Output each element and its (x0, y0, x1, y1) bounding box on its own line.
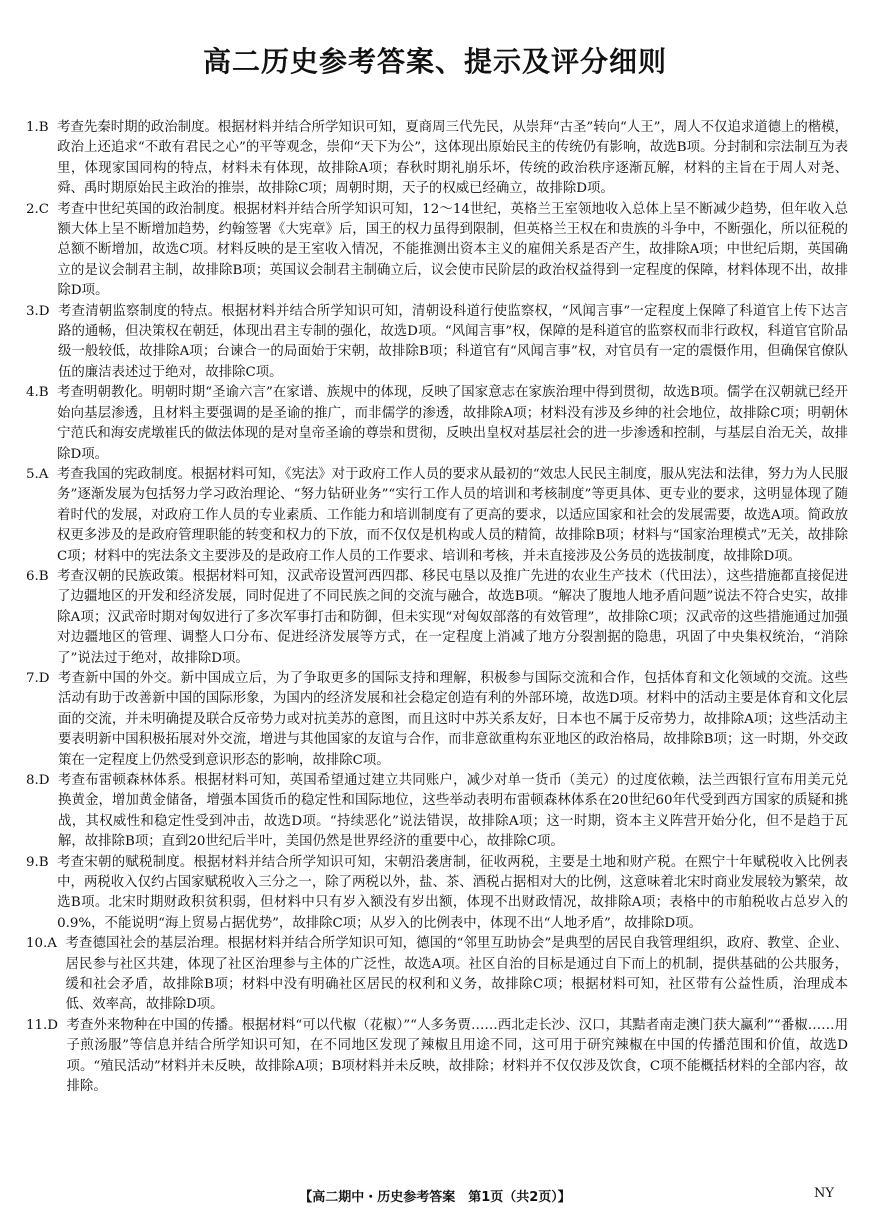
answer-explanation: 考查新中国的外交。新中国成立后，为了争取更多的国际支持和理解，积极参与国际交流和合作，包括体育和文化领域的交流。这些活动有助于改善新中国的国际形象，为国内的经济发展和社会稳定创造有利的外部环境，故选D项。材料中的活动主要是体育和文化层面的交流，并未明确提及联合反帝势力或对抗美苏的意图，而且这时中苏关系友好，日本也不属于反帝势力，故排除A项；这些活动主要表明新中国积极拓展对外交流，增进与其他国家的友谊与合作，而非意欲重构东亚地区的政治格局，故排除B项；这一时期，外交政策在一定程度上仍然受到意识形态的影响，故排除C项。 (58, 670, 848, 768)
answer-number: 1.B (26, 120, 58, 135)
answer-number: 2.C (26, 201, 58, 217)
answer-item-5 (26, 465, 848, 567)
answer-item-4 (26, 383, 848, 465)
answer-item-10 (26, 934, 848, 1016)
answer-number: 8.D (26, 773, 59, 788)
answer-number: 6.B (26, 568, 58, 584)
answer-item-11 (26, 1016, 848, 1098)
answer-explanation: 考查先秦时期的政治制度。根据材料并结合所学知识可知，夏商周三代先民，从崇拜“古圣”转向“人王”，周人不仅追求道德上的楷模，政治上还追求“不敢有君民之心”的平等观念，崇仰“天下为公”，这体现出原始民主的传统仍有影响，故选B项。分封制和宗法制互为表里，体现家国同构的特点，材料未有体现，故排除A项；春秋时期礼崩乐坏，传统的政治秩序逐渐瓦解，材料的主旨在于周人对尧、舜、禹时期原始民主政治的推崇，故排除C项；周朝时期，天子的权威已经确立，故排除D项。 (57, 120, 848, 197)
answer-explanation: 考查宋朝的赋税制度。根据材料并结合所学知识可知，宋朝沿袭唐制，征收两税，主要是土地和财产税。在熙宁十年赋税收入比例表中，两税收入仅约占国家赋税收入三分之一，除了两税以外，盐、茶、酒税占据相对大的比例，这意味着北宋时商业发展较为繁荣，故选B项。北宋时期财政积贫积弱，但材料中只有岁入额没有岁出额，体现不出财政情况，故排除A项；表格中的市舶税收占总岁入的0.9%，不能说明“海上贸易占据优势”，故排除C项；从岁入的比例表中，体现不出“人地矛盾”，故排除D项。 (57, 854, 848, 931)
answer-number: 5.A (26, 466, 57, 482)
answer-explanation: 考查汉朝的民族政策。根据材料可知，汉武帝设置河西四郡、移民屯垦以及推广先进的农业生产技术（代田法），这些措施都直接促进了边疆地区的开发和经济发展，同时促进了不同民族之间的交流与融合，故选B项。“解决了腹地人地矛盾问题”说法不符合史实，故排除A项；汉武帝时期对匈奴进行了多次军事打击和防御，但未实现“对匈奴部落的有效管理”，故排除C项；汉武帝的这些措施通过加强对边疆地区的管理、调整人口分布、促进经济发展等方式，在一定程度上消减了地方分裂割据的隐患，巩固了中央集权统治，“消除了”说法过于绝对，故排除D项。 (57, 568, 848, 666)
answer-item-7 (26, 669, 848, 771)
answer-explanation: 考查清朝监察制度的特点。根据材料并结合所学知识可知，清朝设科道行使监察权，“风闻言事”一定程度上保障了科道官上传下达言路的通畅，但决策权在朝廷，体现出君主专制的强化，故选D项。“风闻言事”权，保障的是科道官的监察权而非行政权，科道官官阶品级一般较低，故排除A项；台谏合一的局面始于宋朝，故排除B项；科道官有“风闻言事”权，对官员有一定的震慑作用，但确保官僚队伍的廉洁表述过于绝对，故排除C项。 (58, 303, 848, 380)
answer-explanation: 考查德国社会的基层治理。根据材料并结合所学知识可知，德国的“邻里互助协会”是典型的居民自我管理组织，政府、教堂、企业、居民参与社区共建，体现了社区治理参与主体的广泛性，故选A项。社区自治的目标是通过自下而上的机制，提供基础的公共服务，缓和社会矛盾，故排除B项；材料中没有明确社区居民的权利和义务，故排除C项；根据材料可知，社区带有公益性质，治理成本低、效率高，故排除D项。 (65, 936, 848, 1013)
answer-item-3 (26, 302, 848, 384)
page-footer (0, 1186, 870, 1208)
answer-item-2 (26, 200, 848, 302)
answer-item-9 (26, 853, 848, 935)
answer-number: 9.B (26, 854, 58, 870)
footer-code: NY (814, 1186, 834, 1201)
answer-explanation: 考查我国的宪政制度。根据材料可知，《宪法》对于政府工作人员的要求从最初的“效忠人民民主制度，服从宪法和法律，努力为人民服务”逐渐发展为包括努力学习政治理论、“努力钻研业务”“实行工作人员的培训和考核制度”等更具体、更专业的要求，这明显体现了随着时代的发展，对政府工作人员的专业素质、工作能力和培训制度有了更高的要求，以适应国家和社会的发展需要，故选A项。简政放权更多涉及的是政府管理职能的转变和权力的下放，而不仅仅是机构或人员的精简，故排除B项；材料与“国家治理模式”无关，故排除C项；材料中的宪法条文主要涉及的是政府工作人员的工作要求、培训和考核，并未直接涉及公务员的选拔制度，故排除D项。 (56, 466, 848, 564)
answer-explanation: 考查布雷顿森林体系。根据材料可知，英国希望通过建立共同账户，减少对单一货币（美元）的过度依赖，法兰西银行宣布用美元兑换黄金，增加黄金储备，增强本国货币的稳定性和国际地位，这些举动表明布雷顿森林体系在20世纪60年代受到西方国家的质疑和挑战，其权威性和稳定性受到冲击，故选D项。“持续恶化”说法错误，故排除A项；这一时期，资本主义阵营开始分化，但不是趋于瓦解，故排除B项；直到20世纪后半叶，美国仍然是世界经济的重要中心，故排除C项。 (58, 773, 848, 850)
answer-item-1 (26, 118, 848, 200)
answer-number: 4.B (26, 385, 58, 401)
answer-item-8 (26, 771, 848, 853)
answer-number: 10.A (26, 936, 66, 952)
answer-number: 3.D (26, 303, 59, 319)
answer-number: 7.D (26, 670, 59, 686)
answer-explanation: 考查中世纪英国的政治制度。根据材料并结合所学知识可知，12～14世纪，英格兰王室领地收入总体上呈不断减少趋势，但年收入总额大体上呈不断增加趋势，约翰签署《大宪章》后，国王的权力虽得到限制，但英格兰王权在和贵族的斗争中，不断强化，所以征税的总额不断增加，故选C项。材料反映的是王室收入情况，不能推测出资本主义的雇佣关系是否产生，故排除A项；中世纪后期，英国确立的是议会制君主制，故排除B项；英国议会制君主制确立后，议会使市民阶层的政治权益得到一定程度的保障，材料体现不出，故排除D项。 (57, 201, 848, 299)
footer-page-info: 【高二期中・历史参考答案 第1页（共2页）】 (299, 1190, 571, 1205)
answer-number: 11.D (26, 1017, 67, 1033)
answer-explanation: 考查明朝教化。明朝时期“圣谕六言”在家谱、族规中的体现，反映了国家意志在家族治理中得到贯彻，故选B项。儒学在汉朝就已经开始向基层渗透，且材料主要强调的是圣谕的推广，而非儒学的渗透，故排除A项；材料没有涉及乡绅的社会地位，故排除C项；明朝休宁范氏和海安虎墩崔氏的做法体现的是对皇帝圣谕的尊崇和贯彻，反映出皇权对基层社会的进一步渗透和控制，与基层自治无关，故排除D项。 (57, 385, 848, 462)
answer-list (26, 118, 848, 1098)
answer-item-6 (26, 567, 848, 669)
answer-explanation: 考查外来物种在中国的传播。根据材料“可以代椒（花椒）”“人多务贾……西北走长沙、汉口，其黠者南走澳门获大赢利”“番椒……用子煎汤服”等信息并结合所学知识可知，在不同地区发现了辣椒且用途不同，这可用于研究辣椒在中国的传播范围和价值，故选D项。“殖民活动”材料并未反映，故排除A项；B项材料并未反映，故排除；材料并不仅仅涉及饮食，C项不能概括材料的全部内容，故排除。 (66, 1017, 848, 1095)
page-title: 高二历史参考答案、提示及评分细则 (202, 45, 667, 78)
